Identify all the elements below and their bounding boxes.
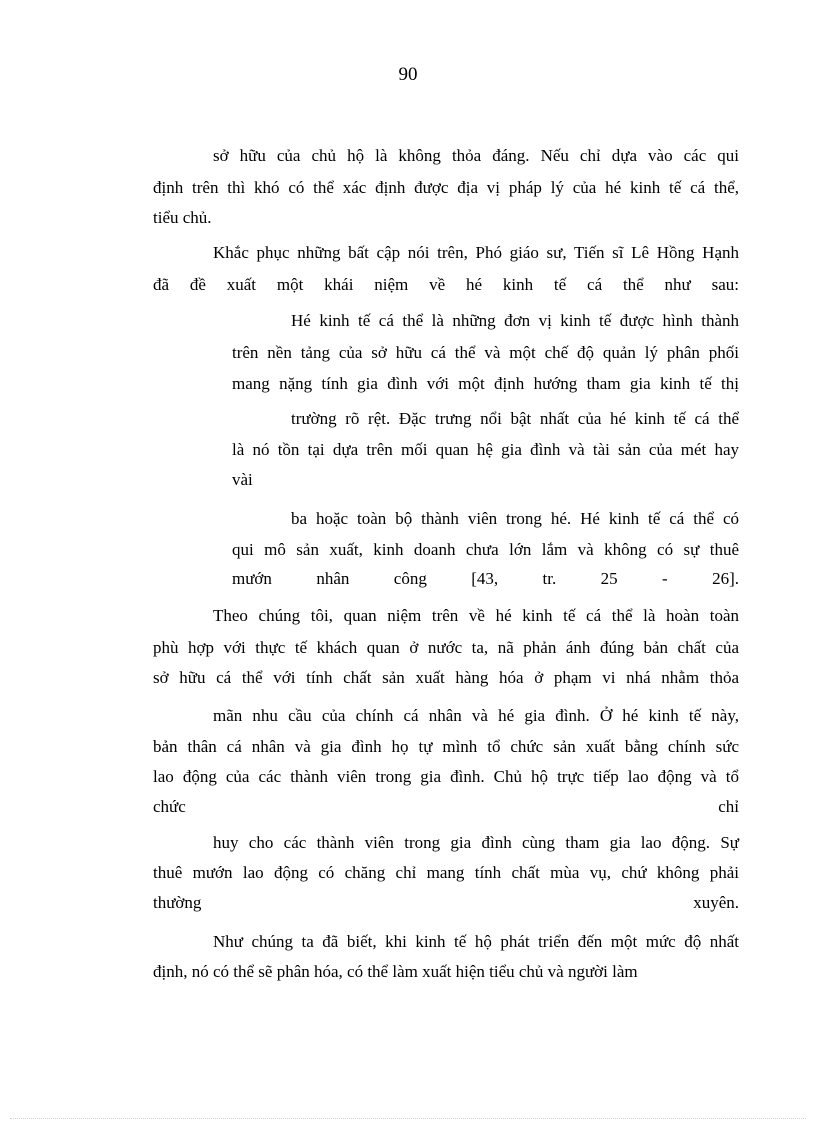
text-line: thường xuyên. <box>153 893 739 912</box>
quote-line: là nó tồn tại dựa trên mối quan hệ gia đình và tài sản của mét hay <box>232 440 739 459</box>
text-line: Khắc phục những bất cập nói trên, Phó giáo sư, Tiến sĩ Lê Hồng Hạnh <box>213 243 739 262</box>
text-line: mãn nhu cầu của chính cá nhân và hé gia đình. Ở hé kinh tế này, <box>213 706 739 725</box>
quote-line: mang nặng tính gia đình với một định hướng tham gia kinh tế thị <box>232 374 739 393</box>
quote-line: mướn nhân công [43, tr. 25 - 26]. <box>232 569 739 588</box>
text-line: đã đề xuất một khái niệm về hé kinh tế cá thể như sau: <box>153 275 739 294</box>
quote-line: vài <box>232 470 253 489</box>
quote-line: trường rõ rệt. Đặc trưng nổi bật nhất của hé kinh tế cá thể <box>291 409 739 428</box>
text-line: thuê mướn lao động có chăng chỉ mang tính chất mùa vụ, chứ không phải <box>153 863 739 882</box>
text-line: Theo chúng tôi, quan niệm trên về hé kinh tế cá thể là hoàn toàn <box>213 606 739 625</box>
quote-line: Hé kinh tế cá thể là những đơn vị kinh tế được hình thành <box>291 311 739 330</box>
text-line: sở hữu của chủ hộ là không thỏa đáng. Nếu chỉ dựa vào các qui <box>213 146 739 165</box>
text-line: chức chỉ <box>153 797 739 816</box>
text-line: bản thân cá nhân và gia đình họ tự mình tổ chức sản xuất bằng chính sức <box>153 737 739 756</box>
text-line: định trên thì khó có thể xác định được địa vị pháp lý của hé kinh tế cá thể, <box>153 178 739 197</box>
quote-line: ba hoặc toàn bộ thành viên trong hé. Hé kinh tế cá thể có <box>291 509 739 528</box>
text-line: sở hữu cá thể với tính chất sản xuất hàng hóa ở phạm vi nhá nhằm thỏa <box>153 668 739 687</box>
text-line: lao động của các thành viên trong gia đình. Chủ hộ trực tiếp lao động và tổ <box>153 767 739 786</box>
text-line: Như chúng ta đã biết, khi kinh tế hộ phát triển đến một mức độ nhất <box>213 932 739 951</box>
quote-line: trên nền tảng của sở hữu cá thể và một chế độ quản lý phân phối <box>232 343 739 362</box>
page-number: 90 <box>398 64 418 85</box>
quote-line: qui mô sản xuất, kinh doanh chưa lớn lắm và không có sự thuê <box>232 540 739 559</box>
text-line: huy cho các thành viên trong gia đình cùng tham gia lao động. Sự <box>213 833 739 852</box>
text-line: định, nó có thể sẽ phân hóa, có thể làm xuất hiện tiểu chủ và người làm <box>153 962 638 981</box>
text-line: phù hợp với thực tế khách quan ở nước ta, nã phản ánh đúng bản chất của <box>153 638 739 657</box>
text-line: tiểu chủ. <box>153 208 212 227</box>
page-bottom-rule <box>10 1118 806 1119</box>
